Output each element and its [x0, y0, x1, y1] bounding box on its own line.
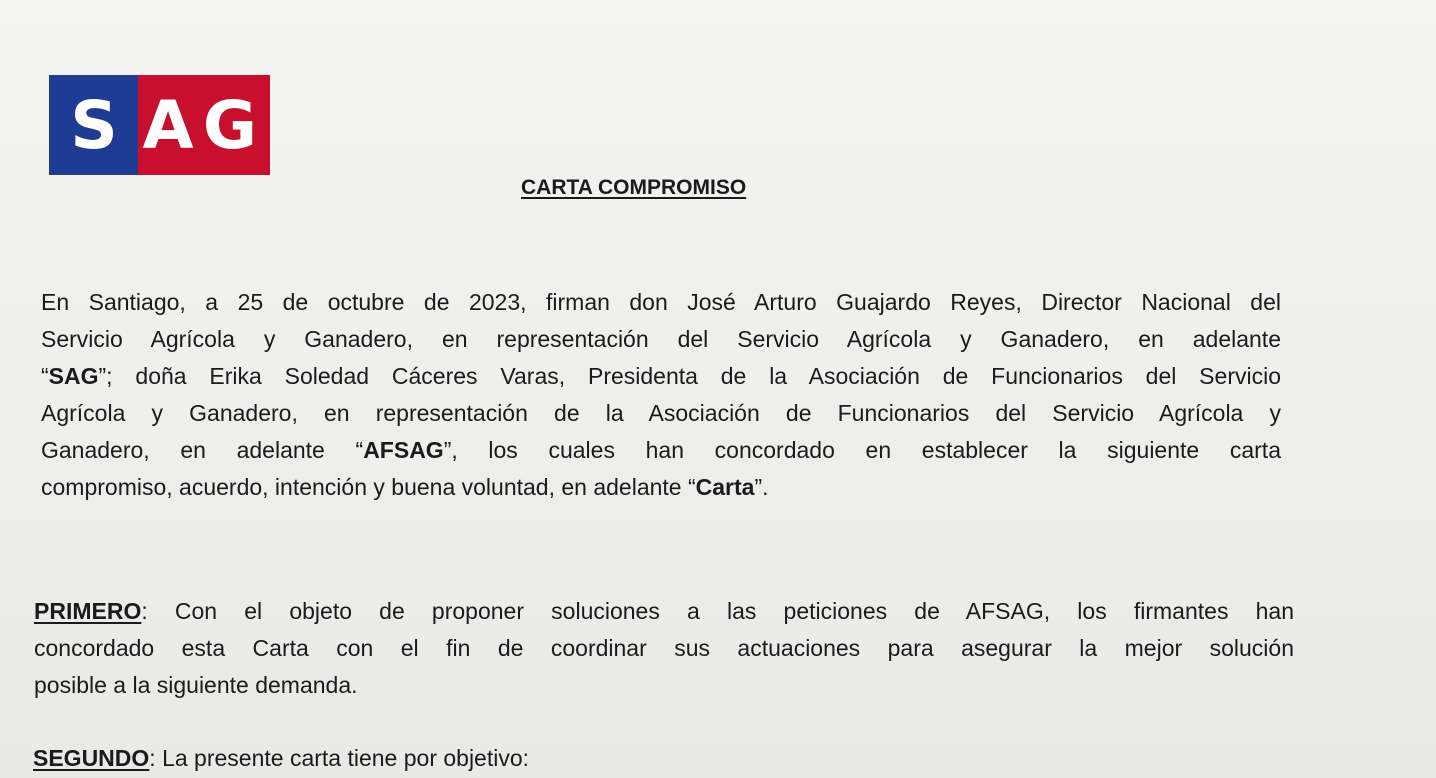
document-title: CARTA COMPROMISO	[521, 176, 747, 199]
intro-text: Ganadero, en adelante “	[41, 437, 364, 463]
sag-term: SAG	[48, 363, 99, 389]
clause-label: SEGUNDO	[33, 745, 150, 771]
intro-text: compromiso, acuerdo, intención y buena voluntad, en adelante “	[41, 474, 696, 500]
intro-line	[41, 469, 1281, 506]
clause-line	[34, 593, 1294, 630]
quote-mark: “	[41, 363, 49, 389]
intro-text: ”; doña Erika Soledad Cáceres Varas, Presidenta de la Asociación de Funcionarios del Servicio	[98, 363, 1281, 389]
intro-line	[41, 358, 1281, 395]
intro-text: ”, los cuales han concordado en establecer la siguiente carta	[443, 437, 1281, 463]
logo-letter-g: G	[202, 86, 258, 164]
clause-line	[33, 740, 1293, 777]
clause-text: : La presente carta tiene por objetivo:	[149, 745, 530, 771]
intro-line: En Santiago, a 25 de octubre de 2023, firman don José Arturo Guajardo Reyes, Director Nacional del	[41, 289, 1281, 315]
logo-blue-block	[49, 75, 138, 175]
intro-text: ”.	[754, 474, 769, 500]
intro-line	[41, 432, 1281, 469]
clause-primero	[34, 593, 1294, 704]
sag-logo	[49, 75, 270, 175]
carta-term: Carta	[695, 474, 755, 500]
clause-text: : Con el objeto de proponer soluciones a las peticiones de AFSAG, los firmantes han	[141, 598, 1294, 624]
clause-line: concordado esta Carta con el fin de coordinar sus actuaciones para asegurar la mejor solución	[34, 635, 1294, 661]
intro-line: Agrícola y Ganadero, en representación de la Asociación de Funcionarios del Servicio Agrícola y	[41, 400, 1281, 426]
afsag-term: AFSAG	[363, 437, 444, 463]
clause-line: posible a la siguiente demanda.	[34, 672, 358, 698]
clause-segundo	[33, 740, 1293, 777]
logo-letter-s: S	[70, 86, 118, 164]
logo-red-block	[138, 75, 270, 175]
intro-line: Servicio Agrícola y Ganadero, en representación del Servicio Agrícola y Ganadero, en adelante	[41, 326, 1281, 352]
intro-paragraph	[41, 284, 1281, 506]
clause-label: PRIMERO	[34, 598, 142, 624]
logo-letter-a: A	[142, 86, 194, 164]
